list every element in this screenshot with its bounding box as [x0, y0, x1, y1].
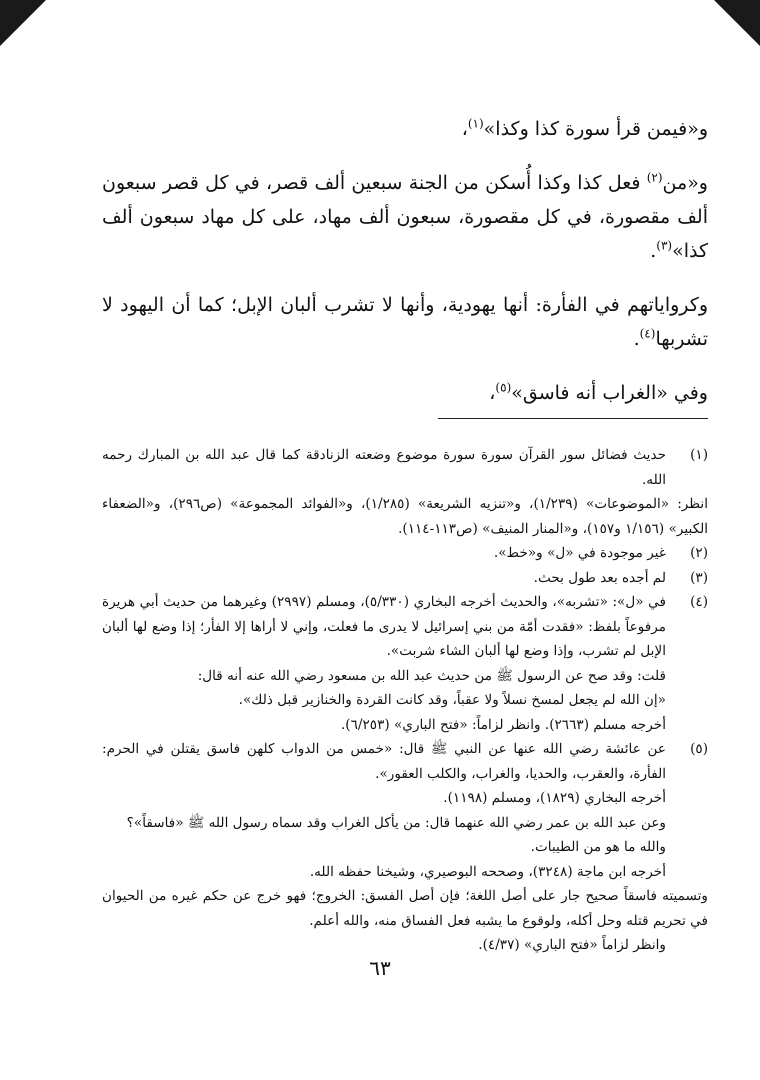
punct: . — [633, 328, 640, 350]
footnote-ref-2[interactable]: (٢) — [646, 170, 663, 185]
main-paragraph-4 — [102, 376, 708, 410]
punct: . — [650, 240, 657, 262]
footnote-ref-5[interactable]: (٥) — [495, 380, 512, 395]
footnote-number: (٥) — [690, 741, 708, 757]
footnote-4-note: قلت: وقد صح عن الرسول ﷺ من حديث عبد الله بن مسعود رضي الله عنه أنه قال: — [197, 667, 666, 684]
punct: ، — [461, 118, 468, 140]
footnote-text: عن عائشة رضي الله عنها عن النبي ﷺ قال: «خمس من الدواب كلهن فاسق يقتلن في الحرم: الفأرة، والعقرب، والحديا، والغراب، والكلب العقور». — [102, 741, 666, 782]
footnote-ref-1[interactable]: (١) — [467, 116, 484, 131]
footnote-1-sources: انظر: «الموضوعات» (١/٢٣٩)، و«تنزيه الشريعة» (١/٢٨٥)، و«الفوائد المجموعة» (ص٢٩٦)، و«الضعفاء الكبير» (١/١٥٦ و١٥٧)، و«المنار المنيف» (ص١١٣-١١٤). — [102, 496, 708, 537]
main-line-1-text: و«فيمن قرأ سورة كذا وكذا» — [483, 118, 708, 140]
footnote-text: غير موجودة في «ل» و«خط». — [493, 545, 666, 561]
scan-corner-right — [714, 0, 760, 46]
main-line-1 — [102, 112, 708, 146]
para-2-text: فعل كذا وكذا أُسكن من الجنة سبعين ألف قصر، في كل قصر سبعون ألف مقصورة، في كل مقصورة، سبعون ألف مهاد، على كل مهاد سبعون ألف كذا» — [102, 172, 708, 262]
footnote-ref-3[interactable]: (٣) — [656, 238, 673, 253]
footnote-5-hadith-2: وعن عبد الله بن عمر رضي الله عنهما قال: من يأكل الغراب وقد سماه رسول الله ﷺ «فاسقاً»؟ والله ما هو من الطيبات. — [126, 814, 666, 855]
page-number: ٦٣ — [369, 956, 391, 980]
main-text — [102, 112, 708, 410]
footnote-text: لم أجده بعد طول بحث. — [533, 569, 666, 586]
main-paragraph-3 — [102, 288, 708, 356]
footnote-separator — [438, 418, 708, 419]
footnote-4 — [102, 590, 708, 664]
footnote-number: (٤) — [690, 594, 708, 610]
footnote-text: حديث فضائل سور القرآن سورة سورة موضوع وضعته الزنادقة كما قال عبد الله بن المبارك رحمه الله. — [102, 447, 666, 488]
footnotes — [102, 443, 708, 958]
footnote-5-see-also: وانظر لزاماً «فتح الباري» (٤/٣٧). — [478, 937, 666, 953]
footnote-5-source-2: أخرجه ابن ماجة (٣٢٤٨)، وصححه البوصيري، وشيخنا حفظه الله. — [309, 863, 666, 880]
scan-corner-left — [0, 0, 46, 46]
footnote-number: (٣) — [690, 569, 708, 586]
footnote-2 — [102, 541, 708, 566]
footnote-5-explanation: وتسميته فاسقاً صحيح جار على أصل اللغة؛ فإن أصل الفسق: الخروج؛ فهو خرج عن حكم غيره من الحيوان في تحريم قتله وحل أكله، ولوقوع ما يشبه فعل الفساق منه، والله أعلم. — [102, 888, 708, 929]
footnote-3 — [102, 566, 708, 591]
page-body — [102, 112, 708, 958]
punct: ، — [489, 382, 496, 404]
para-4-text: وفي «الغراب أنه فاسق» — [511, 382, 708, 404]
footnote-number: (١) — [690, 447, 708, 463]
footnote-text: في «ل»: «تشربه»، والحديث أخرجه البخاري (٥/٣٣٠)، ومسلم (٢٩٩٧) وغيرهما من حديث أبي هريرة مرفوعاً بلفظ: «فقدت أمّة من بني إسرائيل لا يدرى ما فعلت، وإني لا أراها إلا الفأر؛ إذا وضع لها ألبان الإبل لم تشرب، وإذا وضع لها ألبان الشاء شربت». — [102, 594, 666, 659]
footnote-4-source: أخرجه مسلم (٢٦٦٣). وانظر لزاماً: «فتح الباري» (٦/٢٥٣). — [340, 716, 666, 733]
para-2-start: و«من — [662, 172, 708, 194]
main-paragraph-2 — [102, 166, 708, 268]
footnote-number: (٢) — [690, 545, 708, 561]
para-3-text: وكرواياتهم في الفأرة: أنها يهودية، وأنها لا تشرب ألبان الإبل؛ كما أن اليهود لا تشربها — [102, 294, 708, 350]
footnote-5-source-1: أخرجه البخاري (١٨٢٩)، ومسلم (١١٩٨). — [443, 790, 666, 806]
footnote-4-quote: «إن الله لم يجعل لمسخ نسلاً ولا عقباً، وقد كانت القردة والخنازير قبل ذلك». — [238, 692, 666, 708]
footnote-5 — [102, 737, 708, 786]
footnote-1 — [102, 443, 708, 492]
footnote-ref-4[interactable]: (٤) — [639, 326, 656, 341]
